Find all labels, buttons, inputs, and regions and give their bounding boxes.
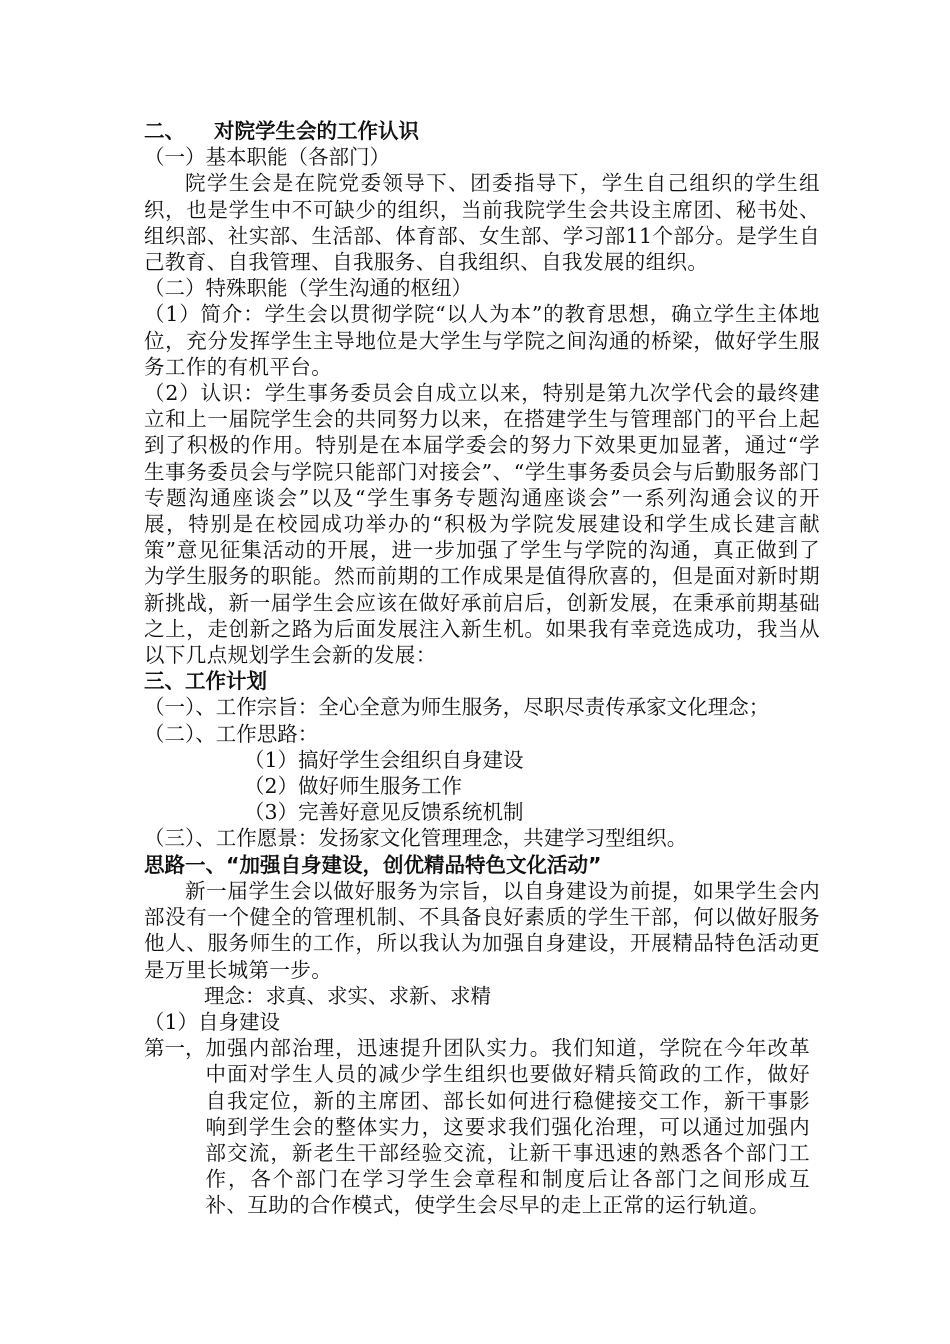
section-heading (144, 118, 820, 144)
document-page (144, 118, 820, 1219)
section-heading: 三、工作计划 (144, 669, 267, 694)
body-paragraph: 院学生会是在院党委领导下、团委指导下，学生自己组织的学生组织，也是学生中不可缺少的组织，当前我院学生会共设主席团、秘书处、组织部、社实部、生活部、体育部、女生部、学习部11个部分。是学生自己教育、自我管理、自我服务、自我组织、自我发展的组织。 (144, 171, 820, 275)
paragraph-marker: 第一， (144, 1036, 206, 1061)
body-paragraph: （1）简介：学生会以贯彻学院“以人为本”的教育思想，确立学生主体地位，充分发挥学生主导地位是大学生与学院之间沟通的桥梁，做好学生服务工作的有机平台。 (144, 302, 820, 379)
numbered-paragraph (144, 1035, 820, 1218)
section-title: 对院学生会的工作认识 (214, 119, 419, 143)
subsection-heading: （1）自身建设 (144, 1009, 281, 1034)
list-item: （3）完善好意见反馈系统机制 (244, 800, 524, 825)
body-paragraph: 新一届学生会以做好服务为宗旨，以自身建设为前提，如果学生会内部没有一个健全的管理机制、不具备良好素质的学生干部，何以做好服务他人、服务师生的工作，所以我认为加强自身建设，开展精品特色活动更是万里长城第一步。 (144, 878, 820, 982)
subsection-heading: （一）基本职能（各部门） (144, 145, 390, 170)
idea-heading: 思路一、“加强自身建设，创优精品特色文化活动” (144, 852, 602, 877)
body-paragraph: （2）认识：学生事务委员会自成立以来，特别是第九次学代会的最终建立和上一届院学生会的共同努力以来，在搭建学生与管理部门的平台上起到了积极的作用。特别是在本届学委会的努力下效果更加显著，通过“学生事务委员会与学院只能部门对接会”、“学生事务委员会与后勤服务部门专题沟通座谈会”以及“学生事务专题沟通座谈会”一系列沟通会议的开展，特别是在校园成功举办的“积极为学院发展建设和学生成长建言献策”意见征集活动的开展，进一步加强了学生与学院的沟通，真正做到了为学生服务的职能。然而前期的工作成果是值得欣喜的，但是面对新时期新挑战，新一届学生会应该在做好承前启后，创新发展，在秉承前期基础之上，走创新之路为后面发展注入新生机。如果我有幸竞选成功，我当从以下几点规划学生会新的发展： (144, 381, 820, 668)
plan-item: （三）、工作愿景：发扬家文化管理理念，共建学习型组织。 (144, 826, 688, 851)
subsection-heading: （二）特殊职能（学生沟通的枢纽） (144, 276, 472, 301)
paragraph-body: 加强内部治理，迅速提升团队实力。我们知道，学院在今年改革中面对学生人员的减少学生组织也要做好精兵简政的工作，做好自我定位，新的主席团、部长如何进行稳健接交工作，新干事影响到学生会的整体实力，这要求我们强化治理，可以通过加强内部交流，新老生干部经验交流，让新干事迅速的熟悉各个部门工作，各个部门在学习学生会章程和制度后让各部门之间形成互补、互助的合作模式，使学生会尽早的走上正常的运行轨道。 (205, 1036, 810, 1218)
plan-item: （一）、工作宗旨：全心全意为师生服务，尽职尽责传承家文化理念； (144, 695, 770, 720)
section-number: 二、 (144, 119, 185, 143)
list-item: （2）做好师生服务工作 (244, 774, 463, 799)
list-item: （1）搞好学生会组织自身建设 (244, 747, 524, 772)
plan-item: （二）、工作思路： (144, 721, 319, 746)
concept-line: 理念：求真、求实、求新、求精 (204, 983, 491, 1008)
